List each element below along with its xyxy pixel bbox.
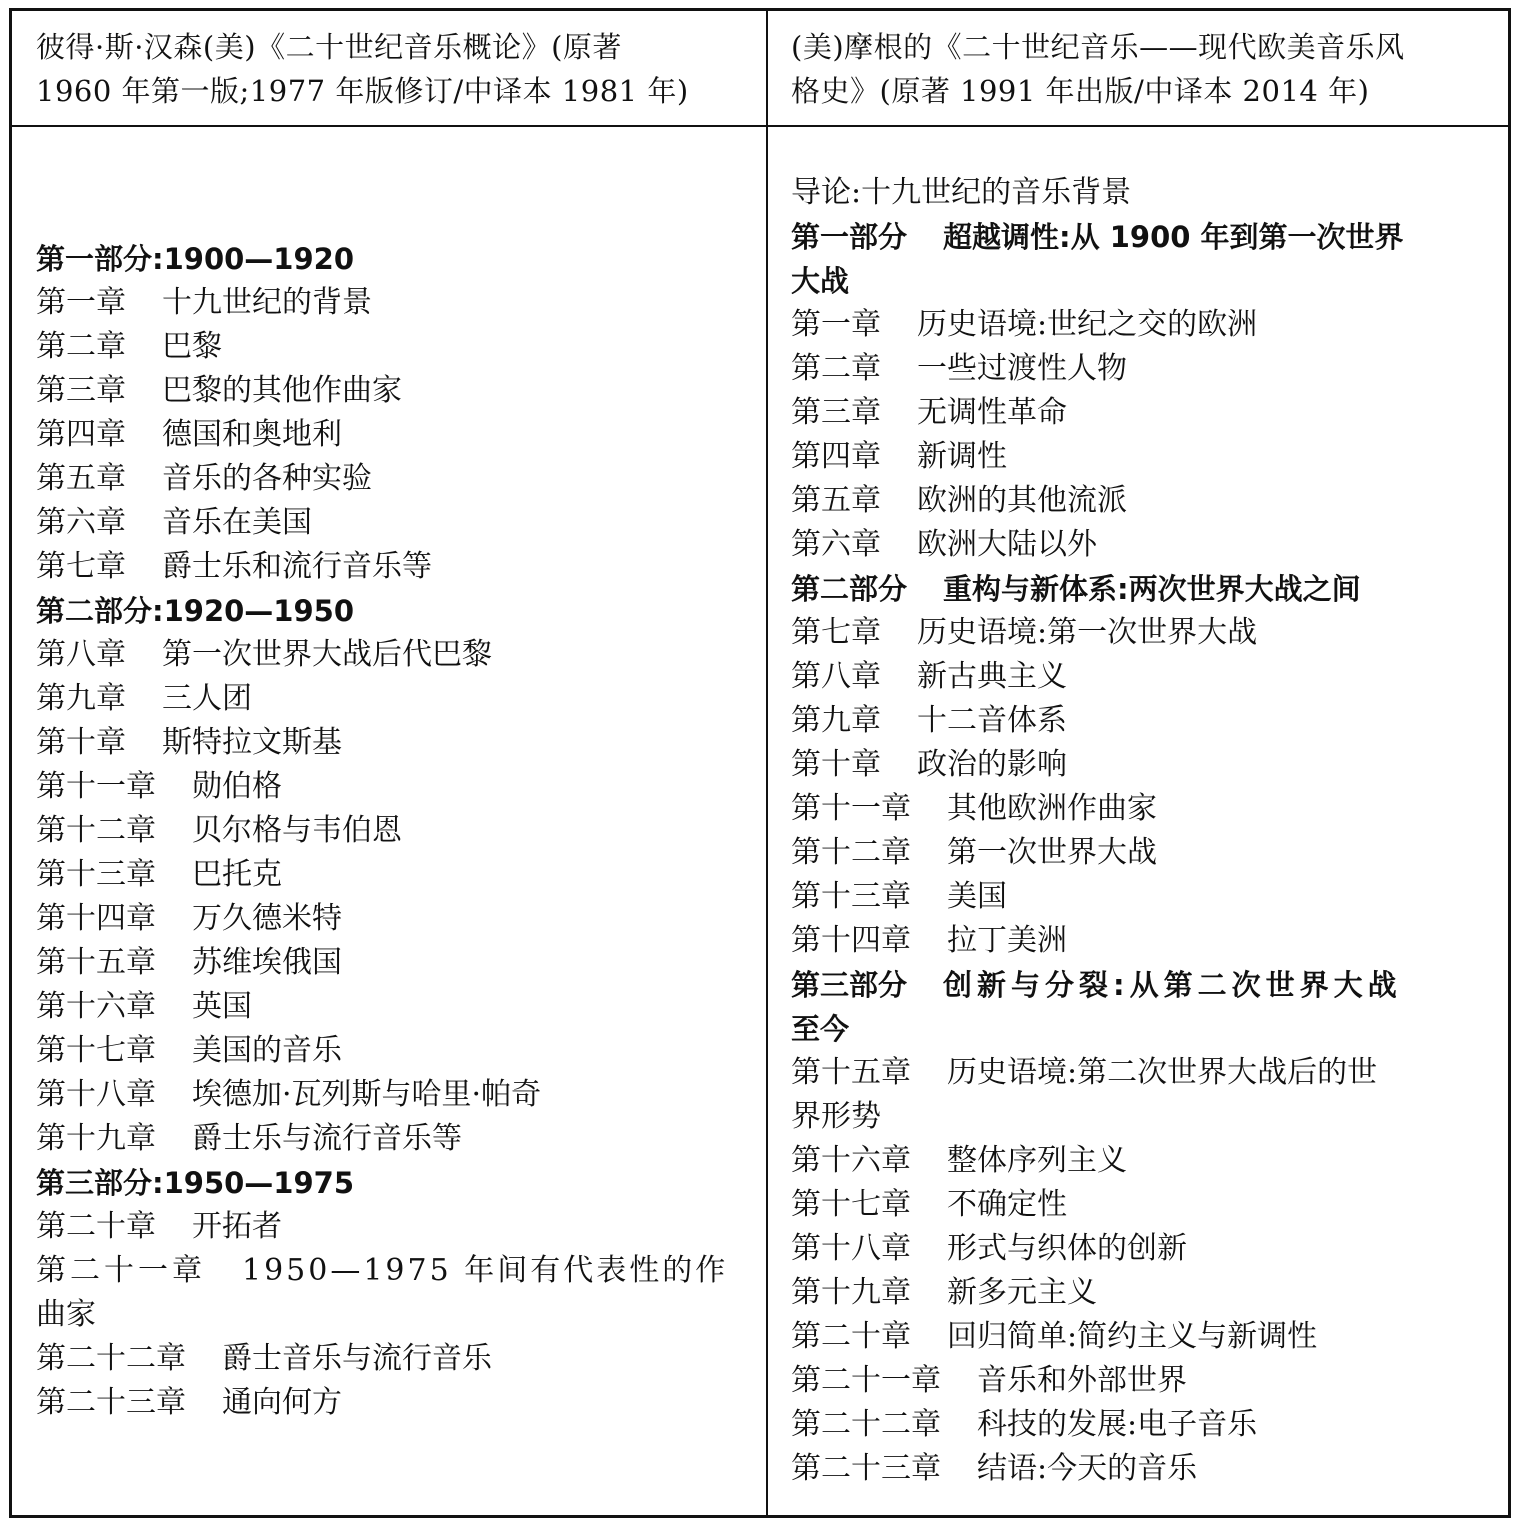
column-divider <box>766 11 768 1515</box>
chapter-title: 十二音体系 <box>917 703 1067 738</box>
chapter-number: 第二十二章 <box>36 1341 186 1376</box>
chapter-title: 第一次世界大战 <box>947 835 1157 870</box>
part-number: 第三部分 <box>791 968 908 1002</box>
chapter-number: 第十八章 <box>36 1077 156 1112</box>
right-toc <box>791 171 1503 1491</box>
right-chapter-9 <box>791 699 1503 743</box>
chapter-title: 政治的影响 <box>917 747 1067 782</box>
chapter-number: 第二十三章 <box>791 1451 941 1486</box>
header-divider <box>12 125 1508 127</box>
part-title: 超越调性:从 1900 年到第一次世界 <box>943 220 1404 254</box>
chapter-title: 美国 <box>947 879 1007 914</box>
header-right-line1: (美)摩根的《二十世纪音乐——现代欧美音乐风 <box>791 30 1405 64</box>
chapter-title: 整体序列主义 <box>947 1143 1127 1178</box>
chapter-number: 第十三章 <box>36 857 156 892</box>
chapter-title: 拉丁美洲 <box>947 923 1067 958</box>
right-chapter-8 <box>791 655 1503 699</box>
right-chapter-10 <box>791 743 1503 787</box>
left-chapter-5 <box>36 457 748 501</box>
chapter-title: 苏维埃俄国 <box>192 945 342 980</box>
right-chapter-16 <box>791 1139 1503 1183</box>
chapter-number: 第三章 <box>36 373 126 408</box>
chapter-title: 巴黎 <box>162 329 222 364</box>
chapter-title: 巴托克 <box>192 857 282 892</box>
right-part-1-cont: 大战 <box>791 264 850 298</box>
left-chapter-22 <box>36 1337 748 1381</box>
part-number: 第二部分 <box>791 572 908 606</box>
chapter-title: 巴黎的其他作曲家 <box>162 373 402 408</box>
right-chapter-20 <box>791 1315 1503 1359</box>
left-chapter-13 <box>36 853 748 897</box>
part-title: 创新与分裂:从第二次世界大战 <box>943 968 1402 1002</box>
chapter-number: 第十六章 <box>36 989 156 1024</box>
chapter-number: 第一章 <box>36 285 126 320</box>
left-part-3: 第三部分:1950—1975 <box>36 1166 355 1200</box>
chapter-title: 新调性 <box>917 439 1007 474</box>
right-part-1 <box>791 215 1503 259</box>
left-chapter-20 <box>36 1205 748 1249</box>
right-chapter-1 <box>791 303 1503 347</box>
chapter-title: 无调性革命 <box>917 395 1067 430</box>
chapter-number: 第十九章 <box>36 1121 156 1156</box>
left-chapter-21-cont: 曲家 <box>36 1297 96 1332</box>
chapter-number: 第五章 <box>36 461 126 496</box>
chapter-title: 爵士音乐与流行音乐 <box>222 1341 492 1376</box>
right-chapter-6 <box>791 523 1503 567</box>
chapter-number: 第二十三章 <box>36 1385 186 1420</box>
chapter-number: 第六章 <box>36 505 126 540</box>
right-chapter-19 <box>791 1271 1503 1315</box>
chapter-number: 第十四章 <box>791 923 911 958</box>
chapter-title: 勋伯格 <box>192 769 282 804</box>
chapter-number: 第十章 <box>791 747 881 782</box>
chapter-number: 第四章 <box>791 439 881 474</box>
left-part-1: 第一部分:1900—1920 <box>36 242 355 276</box>
left-chapter-6 <box>36 501 748 545</box>
chapter-number: 第二十二章 <box>791 1407 941 1442</box>
right-intro: 导论:十九世纪的音乐背景 <box>791 175 1132 210</box>
header-left-cell <box>36 25 748 113</box>
comparison-table <box>9 8 1511 1518</box>
right-chapter-18 <box>791 1227 1503 1271</box>
chapter-title: 爵士乐与流行音乐等 <box>192 1121 462 1156</box>
left-chapter-2 <box>36 325 748 369</box>
right-part-2 <box>791 567 1503 611</box>
chapter-number: 第十二章 <box>791 835 911 870</box>
chapter-title: 埃德加·瓦列斯与哈里·帕奇 <box>192 1077 542 1112</box>
chapter-title: 斯特拉文斯基 <box>162 725 342 760</box>
chapter-number: 第九章 <box>36 681 126 716</box>
right-chapter-14 <box>791 919 1503 963</box>
chapter-title: 结语:今天的音乐 <box>977 1451 1198 1486</box>
chapter-title: 历史语境:世纪之交的欧洲 <box>917 307 1258 342</box>
chapter-number: 第二十一章 <box>36 1253 206 1288</box>
chapter-title: 音乐的各种实验 <box>162 461 372 496</box>
chapter-title: 贝尔格与韦伯恩 <box>192 813 402 848</box>
chapter-number: 第二十章 <box>791 1319 911 1354</box>
chapter-title: 形式与织体的创新 <box>947 1231 1187 1266</box>
chapter-number: 第二章 <box>791 351 881 386</box>
chapter-title: 德国和奥地利 <box>162 417 342 452</box>
chapter-title: 回归简单:简约主义与新调性 <box>947 1319 1318 1354</box>
chapter-number: 第七章 <box>791 615 881 650</box>
chapter-number: 第二十章 <box>36 1209 156 1244</box>
left-chapter-23 <box>36 1381 748 1425</box>
chapter-number: 第八章 <box>36 637 126 672</box>
chapter-number: 第十九章 <box>791 1275 911 1310</box>
left-chapter-15 <box>36 941 748 985</box>
chapter-title: 英国 <box>192 989 252 1024</box>
chapter-number: 第十一章 <box>791 791 911 826</box>
right-chapter-11 <box>791 787 1503 831</box>
left-chapter-14 <box>36 897 748 941</box>
left-chapter-10 <box>36 721 748 765</box>
header-left-line1: 彼得·斯·汉森(美)《二十世纪音乐概论》(原著 <box>36 30 622 64</box>
right-chapter-21 <box>791 1359 1503 1403</box>
right-chapter-4 <box>791 435 1503 479</box>
chapter-title: 新古典主义 <box>917 659 1067 694</box>
chapter-title: 第一次世界大战后代巴黎 <box>162 637 492 672</box>
chapter-number: 第一章 <box>791 307 881 342</box>
part-number: 第一部分 <box>791 220 908 254</box>
chapter-title: 音乐在美国 <box>162 505 312 540</box>
left-chapter-3 <box>36 369 748 413</box>
chapter-title: 欧洲的其他流派 <box>917 483 1127 518</box>
chapter-number: 第十一章 <box>36 769 156 804</box>
right-chapter-17 <box>791 1183 1503 1227</box>
left-chapter-16 <box>36 985 748 1029</box>
header-left-line2: 1960 年第一版;1977 年版修订/中译本 1981 年) <box>36 74 689 108</box>
chapter-title: 三人团 <box>162 681 252 716</box>
right-chapter-2 <box>791 347 1503 391</box>
left-toc <box>36 237 748 1425</box>
chapter-title: 通向何方 <box>222 1385 342 1420</box>
right-chapter-7 <box>791 611 1503 655</box>
chapter-title: 一些过渡性人物 <box>917 351 1127 386</box>
left-chapter-1 <box>36 281 748 325</box>
chapter-title: 美国的音乐 <box>192 1033 342 1068</box>
left-chapter-21 <box>36 1249 748 1293</box>
chapter-title: 其他欧洲作曲家 <box>947 791 1157 826</box>
left-chapter-19 <box>36 1117 748 1161</box>
chapter-number: 第十三章 <box>791 879 911 914</box>
chapter-title: 十九世纪的背景 <box>162 285 372 320</box>
header-right-cell <box>791 25 1503 113</box>
right-chapter-23 <box>791 1447 1503 1491</box>
chapter-number: 第九章 <box>791 703 881 738</box>
chapter-title: 不确定性 <box>947 1187 1067 1222</box>
left-chapter-9 <box>36 677 748 721</box>
chapter-title: 1950—1975 年间有代表性的作 <box>242 1253 729 1288</box>
chapter-number: 第十七章 <box>791 1187 911 1222</box>
chapter-number: 第四章 <box>36 417 126 452</box>
left-part-2: 第二部分:1920—1950 <box>36 594 355 628</box>
chapter-number: 第二十一章 <box>791 1363 941 1398</box>
chapter-number: 第十五章 <box>791 1055 911 1090</box>
chapter-number: 第十七章 <box>36 1033 156 1068</box>
left-chapter-4 <box>36 413 748 457</box>
chapter-number: 第二章 <box>36 329 126 364</box>
chapter-number: 第三章 <box>791 395 881 430</box>
right-chapter-12 <box>791 831 1503 875</box>
right-chapter-15 <box>791 1051 1503 1095</box>
chapter-number: 第十四章 <box>36 901 156 936</box>
chapter-number: 第五章 <box>791 483 881 518</box>
right-part-3 <box>791 963 1503 1007</box>
chapter-number: 第十二章 <box>36 813 156 848</box>
chapter-title: 万久德米特 <box>192 901 342 936</box>
chapter-number: 第十五章 <box>36 945 156 980</box>
chapter-number: 第八章 <box>791 659 881 694</box>
right-part-3-cont: 至今 <box>791 1012 850 1046</box>
right-chapter-13 <box>791 875 1503 919</box>
right-chapter-15-cont: 界形势 <box>791 1099 881 1134</box>
right-chapter-5 <box>791 479 1503 523</box>
left-chapter-7 <box>36 545 748 589</box>
chapter-number: 第六章 <box>791 527 881 562</box>
chapter-number: 第十章 <box>36 725 126 760</box>
chapter-title: 音乐和外部世界 <box>977 1363 1187 1398</box>
right-chapter-22 <box>791 1403 1503 1447</box>
left-chapter-11 <box>36 765 748 809</box>
chapter-title: 开拓者 <box>192 1209 282 1244</box>
left-chapter-17 <box>36 1029 748 1073</box>
part-title: 重构与新体系:两次世界大战之间 <box>943 572 1361 606</box>
left-chapter-12 <box>36 809 748 853</box>
chapter-title: 历史语境:第一次世界大战 <box>917 615 1258 650</box>
chapter-title: 历史语境:第二次世界大战后的世 <box>947 1055 1378 1090</box>
chapter-title: 新多元主义 <box>947 1275 1097 1310</box>
chapter-title: 欧洲大陆以外 <box>917 527 1097 562</box>
left-chapter-18 <box>36 1073 748 1117</box>
chapter-number: 第七章 <box>36 549 126 584</box>
right-chapter-3 <box>791 391 1503 435</box>
chapter-title: 爵士乐和流行音乐等 <box>162 549 432 584</box>
left-chapter-8 <box>36 633 748 677</box>
header-right-line2: 格史》(原著 1991 年出版/中译本 2014 年) <box>791 74 1370 108</box>
chapter-number: 第十八章 <box>791 1231 911 1266</box>
chapter-number: 第十六章 <box>791 1143 911 1178</box>
chapter-title: 科技的发展:电子音乐 <box>977 1407 1258 1442</box>
